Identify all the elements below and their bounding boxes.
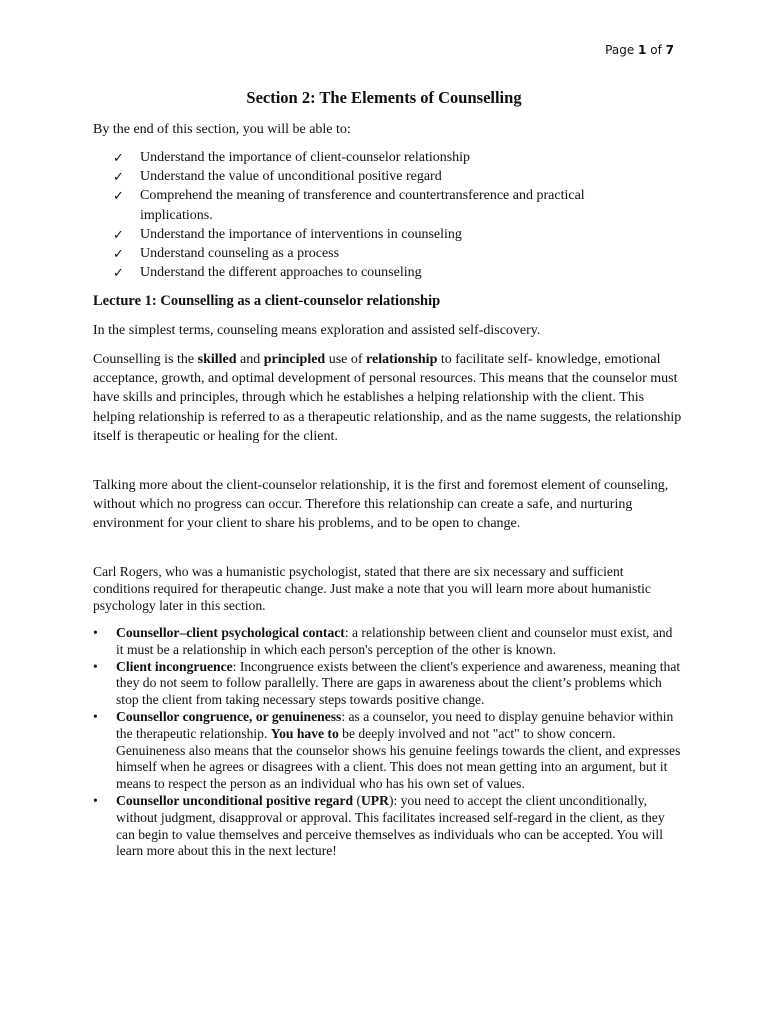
condition-item: • Client incongruence: Incongruence exists between the client's experience and awareness, meaning that they do not seem to follow parallelly. There are gaps in awareness about the client’s problems which stop the client from taking necessary steps towards positive change. — [93, 658, 681, 708]
objective-item — [113, 263, 653, 282]
checkmark-icon: ✓ — [113, 226, 124, 242]
section-title: Section 2: The Elements of Counselling — [246, 88, 522, 107]
objective-item — [113, 167, 653, 186]
bullet-icon: • — [93, 792, 98, 808]
objective-text: Understand the value of unconditional positive regard — [140, 169, 442, 185]
conditions-list — [93, 625, 683, 860]
page-number-of: of — [650, 43, 662, 57]
objective-text: Understand counseling as a process — [140, 246, 340, 262]
bullet-icon: • — [93, 625, 98, 640]
intro-text: By the end of this section, you will be able to: — [93, 122, 351, 137]
checkmark-icon: ✓ — [113, 188, 124, 204]
objective-item — [113, 148, 653, 167]
lecture-heading: Lecture 1: Counselling as a client-counselor relationship — [93, 293, 441, 309]
condition-item: • Counsellor–client psychological contact: a relationship between client and counselor must exist, and it must be a relationship in which each person's perception of the other is known. — [93, 625, 673, 657]
objectives-list — [113, 148, 653, 282]
checkmark-icon: ✓ — [113, 169, 124, 185]
page-number — [605, 43, 674, 57]
rogers-paragraph: Carl Rogers, who was a humanistic psychologist, stated that there are six necessary and sufficient conditions required for therapeutic change. Just make a note that you will learn more about humanistic psychology later in this section. — [93, 564, 651, 613]
page-number-current: 1 — [638, 43, 647, 57]
relationship-paragraph: Talking more about the client-counselor relationship, it is the first and foremost element of counseling, without which no progress can occur. Therefore this relationship can create a safe, and nurturing environment for your client to share his problems, and to be open to change. — [93, 478, 669, 532]
page-number-total: 7 — [665, 43, 674, 57]
condition-item: • Counsellor unconditional positive regard (UPR): you need to accept the client unconditionally, without judgment, disapproval or approval. This facilitates increased self-regard in the client, as they can begin to value themselves and perceive themselves as individuals who can be accepted. You will learn more about this in the next lecture! — [93, 792, 665, 859]
objective-text: Understand the importance of client-counselor relationship — [140, 150, 471, 165]
objective-item — [113, 225, 653, 244]
objective-text: Comprehend the meaning of transference and countertransference and practical implications. — [140, 188, 585, 223]
bullet-icon: • — [93, 658, 98, 674]
objective-text: Understand the different approaches to counseling — [140, 265, 422, 281]
objective-item — [113, 186, 653, 224]
counselling-paragraph: Counselling is the skilled and principled use of relationship to facilitate self- knowledge, emotional acceptance, growth, and optimal development of personal resources. This means that the counselor must have skills and principles, through which he establishes a helping relationship with the client. This helping relationship is referred to as a therapeutic relationship, and as the name suggests, the relationship itself is therapeutic or healing for the client. — [93, 352, 682, 444]
checkmark-icon: ✓ — [113, 246, 124, 262]
objective-text: Understand the importance of interventions in counseling — [140, 226, 462, 242]
page-number-prefix: Page — [605, 43, 635, 57]
condition-item: • Counsellor congruence, or genuineness: as a counselor, you need to display genuine behavior within the therapeutic relationship. You have to be deeply involved and not "act" to show concern. Genuineness also means that the counselor shows his genuine feelings towards the client, and expresses himself when he agrees or disagrees with a client. This does not mean getting into an argument, but it means to respect the person as an individual who has his own set of values. — [93, 708, 681, 792]
definition-paragraph: In the simplest terms, counseling means exploration and assisted self-discovery. — [93, 323, 541, 338]
checkmark-icon: ✓ — [113, 265, 124, 281]
objective-item — [113, 244, 653, 263]
checkmark-icon: ✓ — [113, 150, 124, 165]
bullet-icon: • — [93, 708, 98, 724]
